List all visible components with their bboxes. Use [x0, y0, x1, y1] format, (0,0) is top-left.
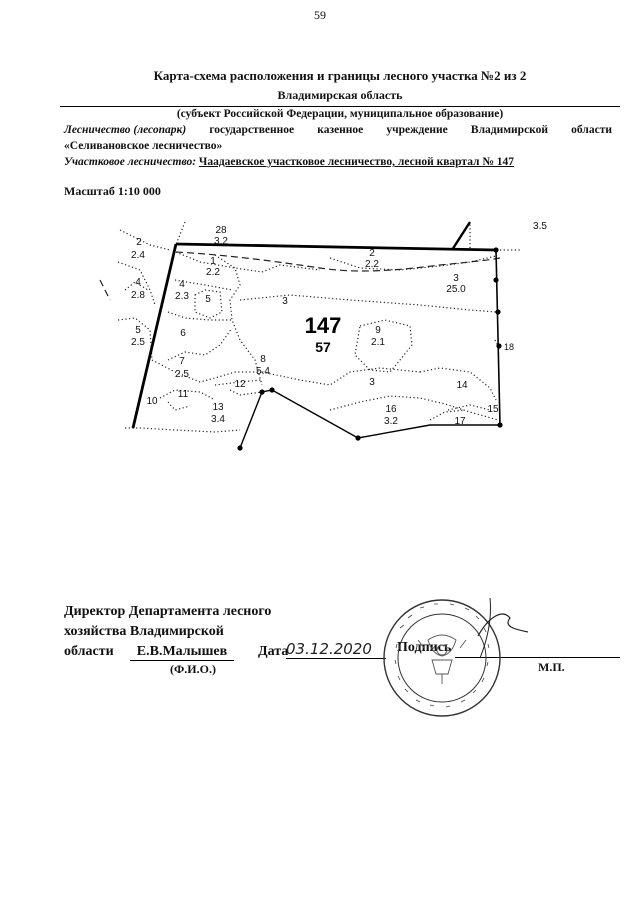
signer-position-1: Директор Департамента лесного [64, 604, 272, 619]
signer-position-3: области [64, 644, 114, 659]
official-seal-stamp [370, 578, 530, 728]
seal-inner-ring [398, 614, 486, 702]
plot-area-28: 3.2 [214, 236, 228, 247]
plot-area-4: 2.3 [175, 291, 189, 302]
signer-name: Е.В.Малышев [130, 644, 234, 661]
plot-label-3-center: 3 [282, 296, 288, 307]
plot-label-18: 18 [503, 342, 515, 352]
plot-area-3-top: 25.0 [446, 284, 466, 295]
quarter-number: 147 [304, 313, 342, 338]
seal-emblem [418, 635, 466, 684]
plot-area-7: 2.5 [175, 369, 189, 380]
plot-label-3-lower: 3 [369, 377, 375, 388]
plot-label-9: 9 [375, 325, 381, 336]
quarter-area: 57 [315, 339, 331, 355]
date-value: 03.12.2020 [286, 640, 386, 659]
plot-area-13: 3.4 [211, 414, 225, 425]
plot-area-8: 5.4 [256, 366, 270, 377]
district-value: Чаадаевское участковое лесничество, лесной квартал № 147 [198, 156, 515, 168]
signer-position-2: хозяйства Владимирской [64, 624, 224, 639]
handwritten-signature-stroke [478, 614, 528, 636]
document-title: Карта-схема расположения и границы лесного участка №2 из 2 [153, 68, 527, 83]
forestry-word-2: казенное [317, 124, 364, 136]
forestry-word-5: области [571, 124, 612, 136]
plot-label-5-left: 5 [135, 325, 141, 336]
plot-label-15: 15 [487, 404, 499, 415]
plot-area-5-left: 2.5 [131, 337, 145, 348]
plot-area-16: 3.2 [384, 416, 398, 427]
forestry-name: «Селивановское лесничество» [64, 140, 223, 152]
plot-label-14: 14 [456, 380, 468, 391]
dashed-quarter-boundary [100, 252, 500, 300]
signature-label: Подпись [397, 640, 452, 655]
plot-label-13: 13 [212, 402, 224, 413]
plot-label-28: 28 [215, 225, 227, 236]
plot-area-4-left: 2.8 [131, 290, 145, 301]
plot-label-12: 12 [234, 379, 246, 390]
plot-label-8: 8 [260, 354, 266, 365]
date-label: Дата [258, 644, 289, 659]
plot-label-2-left: 2 [136, 237, 142, 248]
plot-area-9: 2.1 [371, 337, 385, 348]
plot-label-11: 11 [177, 389, 189, 400]
plot-label-2: 2 [369, 248, 375, 259]
subject-caption: (субъект Российской Федерации, муниципальное образование) [176, 108, 504, 120]
forestry-word-4: Владимирской [470, 124, 549, 136]
forestry-word-3: учреждение [386, 124, 448, 136]
map-scale: Масштаб 1:10 000 [64, 184, 161, 198]
plot-area-1: 2.2 [206, 267, 220, 278]
plot-label-5: 5 [205, 294, 211, 305]
plot-label-10: 10 [146, 396, 158, 407]
plot-label-16: 16 [385, 404, 397, 415]
forestry-label: Лесничество (лесопарк) [64, 124, 187, 136]
forestry-word-1: государственное [209, 124, 295, 136]
page-number: 59 [314, 8, 326, 22]
plot-label-4: 4 [179, 279, 185, 290]
plot-label-7: 7 [179, 356, 185, 367]
stamp-place-label: М.П. [538, 660, 565, 674]
region-name: Владимирская область [277, 88, 403, 102]
plot-area-edge: 3.5 [533, 221, 547, 232]
plot-area-2-left: 2.4 [131, 250, 145, 261]
seal-outer-ring [384, 600, 500, 716]
plot-label-4-left: 4 [135, 277, 141, 288]
fio-caption: (Ф.И.О.) [170, 662, 216, 676]
plot-label-3-top: 3 [453, 273, 459, 284]
seal-text-ring [395, 604, 489, 707]
plot-label-1: 1 [210, 256, 216, 267]
plot-label-6: 6 [180, 328, 186, 339]
plot-label-17: 17 [454, 416, 466, 427]
district-label: Участковое лесничество: [64, 156, 197, 168]
plot-area-2: 2.2 [365, 259, 379, 270]
